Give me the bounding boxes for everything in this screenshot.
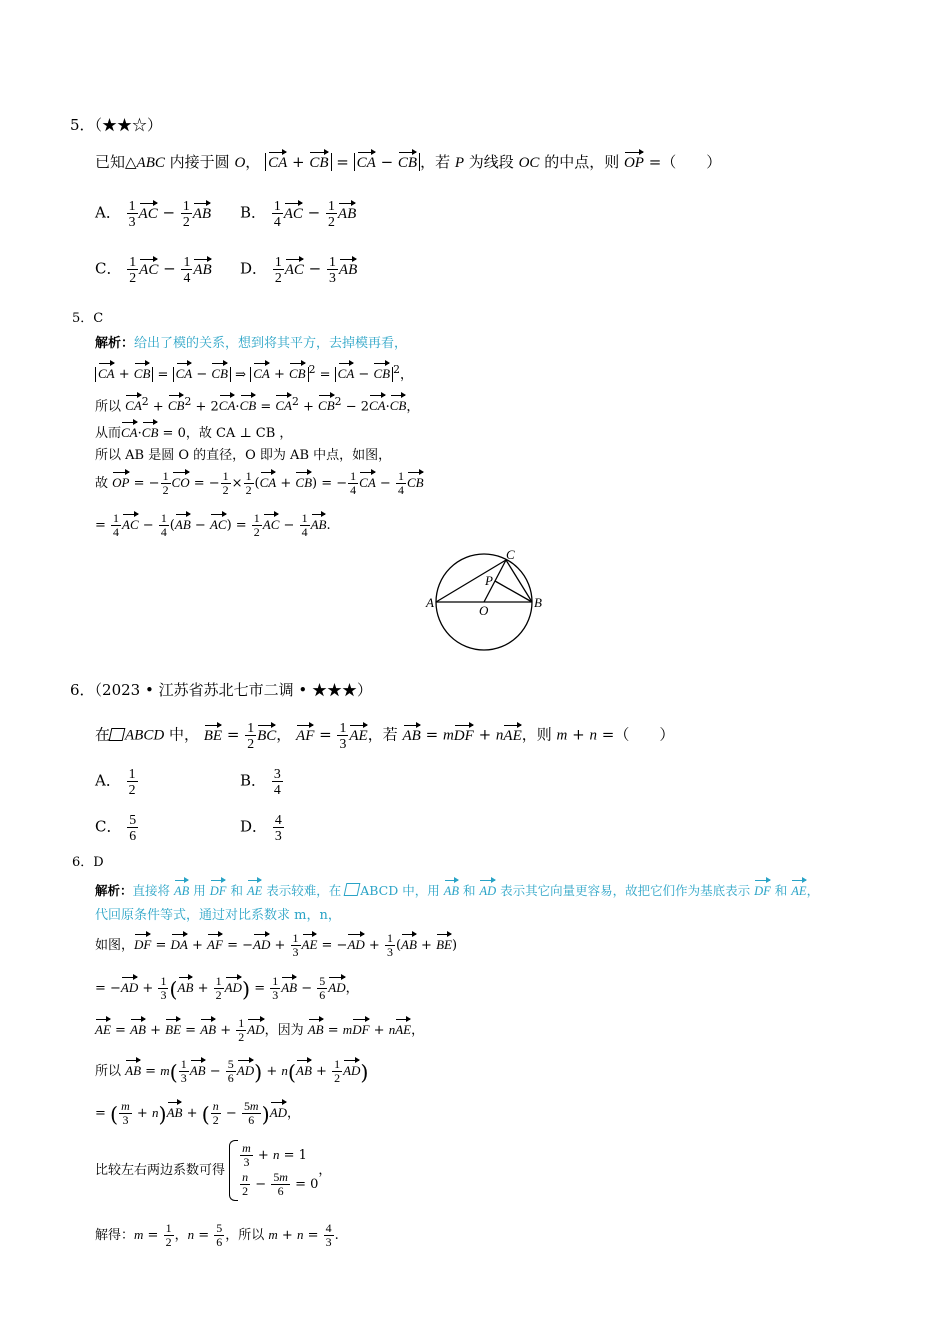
q6-option-d[interactable]: D． $\frac{4}{3}$ — [240, 812, 282, 844]
q5-step-6: = $\frac{1}{4}$ AC − $\frac{1}{4}$ (AB − AC) = $\frac{1}{2}$ AC − $\frac{1}{4}$ AB. — [95, 511, 331, 540]
q5-header — [70, 115, 162, 135]
q6-analysis-tip: 解析：直接将 AB 用 DF 和 AE 表示较难，在 ABCD 中，用 AB 和 AD 表示其它向量更容易，故把它们作为基底表示 DF 和 AE， — [95, 878, 819, 901]
q6-header — [70, 680, 372, 700]
q6-step-6: 比较左右两边系数可得 $\frac{m}{3}$ + n = 1 $\frac{n}{2}$ − $\frac{5m}{6}$ = 0 ， — [95, 1140, 331, 1201]
q6-answer: 6．D — [72, 855, 104, 870]
q5-step-5: 故 OP = − $\frac{1}{2}$ CO = − $\frac{1}{2}$ × $\frac{1}{2}$ (CA + CB) = − $\frac{1}{4}$ CA − $\frac{1}{4}$ CB — [95, 469, 424, 498]
q6-number: 6． — [70, 681, 95, 699]
q6-analysis-tip-2: 代回原条件等式，通过对比系数求 m，n， — [95, 908, 341, 923]
q5-step-3: 从而CA·CB = 0，故 CA ⊥ CB ， — [95, 420, 292, 444]
q6-option-b[interactable]: B． $\frac{3}{4}$ — [240, 766, 281, 798]
q6-step-5: = ( $\frac{m}{3}$ + n)AB + ( $\frac{n}{2}$ − $\frac{5m}{6}$ )AD， — [95, 1099, 301, 1128]
label-b: B — [534, 595, 542, 610]
q5-circle-diagram — [420, 545, 560, 655]
q5-option-d[interactable]: D． $\frac{1}{2}$ AC − $\frac{1}{3}$ AB — [240, 254, 358, 286]
q6-source: （2023 • 江苏省苏北七市二调 • ★★★） — [94, 681, 372, 699]
label-p: P — [485, 573, 493, 588]
q5-step-2: 所以 $CA^2 + CB^2 + 2CA\cdot CB = CA^2 + CB^2 - 2CA\cdot CB$， — [95, 395, 420, 415]
segment-bc — [506, 560, 532, 602]
segment-pb — [495, 581, 532, 602]
q5-step-4: 所以 AB 是圆 O 的直径，O 即为 AB 中点，如图， — [95, 448, 392, 463]
q6-stem: 在 ABCD 中， BE = $\frac{1}{2}$ BC， AF = $\frac{1}{3}$ AE，若 AB = mDF + nAE，则 m + n =（ ） — [95, 720, 675, 752]
q6-step-7: 解得：m = $\frac{1}{2}$ ，n = $\frac{5}{6}$ ，所以 m + n = $\frac{4}{3}$ . — [95, 1221, 339, 1250]
q5-number: 5． — [70, 116, 95, 134]
label-o: O — [479, 603, 489, 618]
q6-step-3: AE = AB + BE = AB + $\frac{1}{2}$ AD，因为 AB = mDF + nAE， — [95, 1016, 425, 1045]
q6-step-1: 如图，DF = DA + AF = −AD + $\frac{1}{3}$ AE = −AD + $\frac{1}{3}$ (AB + BE) — [95, 931, 458, 960]
q6-option-c[interactable]: C． $\frac{5}{6}$ — [95, 812, 137, 844]
q5-analysis-tip: 解析：给出了模的关系，想到将其平方，去掉模再看， — [95, 336, 408, 351]
q5-option-c[interactable]: C． $\frac{1}{2}$ AC − $\frac{1}{4}$ AB — [95, 254, 212, 286]
q6-step-2: = −AD + $\frac{1}{3}$ (AB + $\frac{1}{2}$ AD) = $\frac{1}{3}$ AB − $\frac{5}{6}$ AD， — [95, 974, 359, 1003]
q5-option-a[interactable]: A． $\frac{1}{3}$ AC − $\frac{1}{2}$ AB — [95, 198, 212, 230]
q5-step-1: CA + CB = CA − CB ⇒ CA + CB $^2$ = CA − CB $^2$， — [95, 360, 413, 385]
q6-option-a[interactable]: A． $\frac{1}{2}$ — [95, 766, 136, 798]
q5-stem: 已知△ABC 内接于圆 O， CA + CB = CA − CB ，若 P 为线段 OC 的中点，则 OP =（ ） — [95, 150, 721, 173]
label-a: A — [426, 595, 434, 610]
q5-stars: （★★☆） — [94, 116, 163, 134]
q5-answer: 5．C — [72, 311, 104, 326]
q6-step-4: 所以 AB = m( $\frac{1}{3}$ AB − $\frac{5}{6}$ AD) + n(AB + $\frac{1}{2}$ AD) — [95, 1057, 369, 1086]
q5-option-b[interactable]: B． $\frac{1}{4}$ AC − $\frac{1}{2}$ AB — [240, 198, 357, 230]
label-c: C — [506, 547, 515, 562]
